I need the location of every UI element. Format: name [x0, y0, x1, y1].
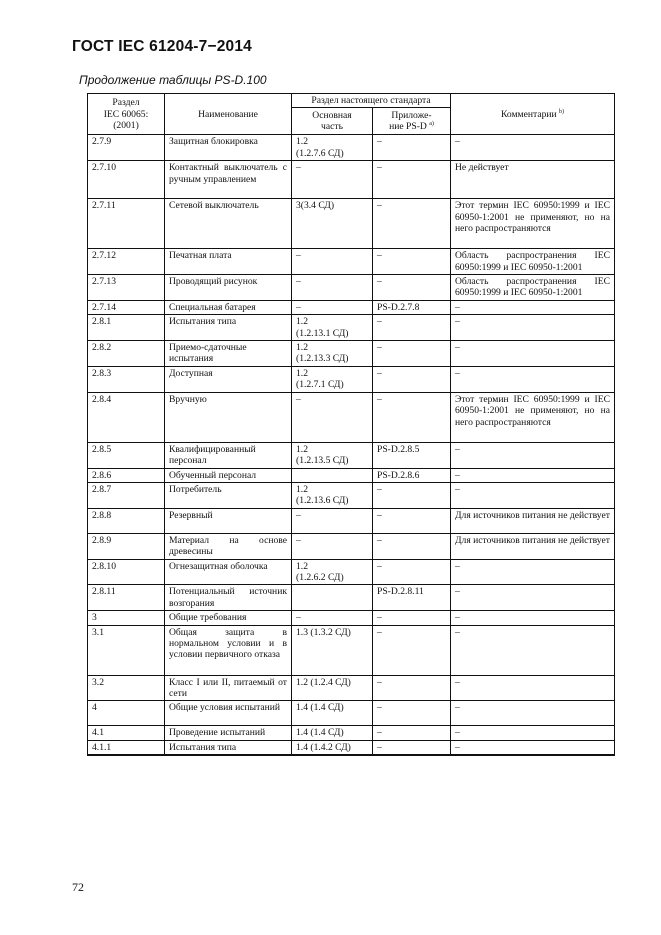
table-row: [88, 701, 615, 726]
table-row: [88, 300, 615, 314]
cell-name: Испытания типа: [165, 315, 292, 341]
cell-section: 2.7.14: [88, 300, 165, 314]
cell-appendix: –: [373, 701, 451, 726]
cell-comment: Область распространения IEC 60950:1999 и IEC 60950-1:2001: [451, 249, 615, 275]
table-row: [88, 625, 615, 675]
cell-main-part: –: [292, 508, 373, 533]
cell-appendix: –: [373, 559, 451, 585]
document-title: ГОСТ IEC 61204-7−2014: [72, 38, 252, 55]
cell-comment: –: [451, 625, 615, 675]
cell-main-part: 1.3 (1.3.2 СД): [292, 625, 373, 675]
cell-appendix: –: [373, 249, 451, 275]
cell-section: 2.7.10: [88, 161, 165, 199]
cell-name: Резервный: [165, 508, 292, 533]
cell-section: 2.7.11: [88, 199, 165, 249]
cell-name: Контактный выключатель с ручным управлением: [165, 161, 292, 199]
cell-comment: Этот термин IEC 60950:1999 и IEC 60950-1:2001 не применяют, но на него распространяются: [451, 392, 615, 442]
cell-main-part: 1.2 (1.2.7.6 СД): [292, 135, 373, 161]
cell-name: Доступная: [165, 366, 292, 392]
table-row: [88, 740, 615, 755]
cell-comment: –: [451, 300, 615, 314]
cell-section: 4.1: [88, 726, 165, 740]
cell-comment: –: [451, 341, 615, 367]
cell-comment: –: [451, 675, 615, 701]
cell-appendix: –: [373, 740, 451, 755]
cell-section: 2.8.2: [88, 341, 165, 367]
table-row: [88, 199, 615, 249]
cell-section: 2.8.8: [88, 508, 165, 533]
table-row: [88, 726, 615, 740]
cell-comment: –: [451, 135, 615, 161]
header-standard-section: Раздел настоящего стандарта: [292, 94, 451, 108]
cell-main-part: –: [292, 300, 373, 314]
cell-comment: –: [451, 726, 615, 740]
cell-comment: Область распространения IEC 60950:1999 и IEC 60950-1:2001: [451, 275, 615, 301]
cell-main-part: 1.2 (1.2.13.1 СД): [292, 315, 373, 341]
cell-name: Приемо-сдаточные испытания: [165, 341, 292, 367]
cell-section: 2.8.5: [88, 442, 165, 468]
cell-section: 2.8.11: [88, 585, 165, 611]
table-row: [88, 675, 615, 701]
cell-name: Проведение испытаний: [165, 726, 292, 740]
cell-main-part: –: [292, 275, 373, 301]
cell-appendix: –: [373, 315, 451, 341]
cell-section: 2.7.9: [88, 135, 165, 161]
cell-section: 4.1.1: [88, 740, 165, 755]
cell-comment: Этот термин IEC 60950:1999 и IEC 60950-1:2001 не применяют, но на него распространяются: [451, 199, 615, 249]
cell-comment: –: [451, 468, 615, 482]
table-row: [88, 392, 615, 442]
cell-appendix: –: [373, 726, 451, 740]
cell-comment: –: [451, 315, 615, 341]
cell-name: Испытания типа: [165, 740, 292, 755]
page-number: 72: [72, 880, 84, 894]
cell-appendix: PS-D.2.8.6: [373, 468, 451, 482]
cell-comment: –: [451, 442, 615, 468]
cell-appendix: –: [373, 508, 451, 533]
cell-name: Класс I или II, питаемый от сети: [165, 675, 292, 701]
cell-section: 2.8.1: [88, 315, 165, 341]
cell-section: 2.8.9: [88, 533, 165, 559]
cell-section: 2.8.10: [88, 559, 165, 585]
table-row: [88, 442, 615, 468]
cell-name: Сетевой выключатель: [165, 199, 292, 249]
cell-main-part: –: [292, 392, 373, 442]
cell-name: Специальная батарея: [165, 300, 292, 314]
cell-main-part: 1.2 (1.2.6.2 СД): [292, 559, 373, 585]
cell-name: Проводящий рисунок: [165, 275, 292, 301]
table-row: [88, 161, 615, 199]
cell-name: Квалифицированный персонал: [165, 442, 292, 468]
cell-main-part: –: [292, 533, 373, 559]
cell-name: Общая защита в нормальном условии и в условии первичного отказа: [165, 625, 292, 675]
cell-name: Защитная блокировка: [165, 135, 292, 161]
cell-appendix: –: [373, 275, 451, 301]
cell-main-part: –: [292, 161, 373, 199]
cell-main-part: –: [292, 611, 373, 625]
cell-main-part: [292, 585, 373, 611]
table-row: [88, 482, 615, 508]
cell-appendix: –: [373, 392, 451, 442]
table-body: [88, 135, 615, 755]
table-row: [88, 559, 615, 585]
cell-comment: –: [451, 701, 615, 726]
cell-section: 3.1: [88, 625, 165, 675]
cell-section: 3: [88, 611, 165, 625]
cell-main-part: 1.2 (1.2.13.5 СД): [292, 442, 373, 468]
cell-main-part: 1.4 (1.4 СД): [292, 726, 373, 740]
table-row: [88, 533, 615, 559]
cell-appendix: PS-D.2.7.8: [373, 300, 451, 314]
cell-main-part: 1.2 (1.2.13.3 СД): [292, 341, 373, 367]
gost-table: [87, 93, 615, 756]
cell-section: 4: [88, 701, 165, 726]
table-row: [88, 611, 615, 625]
cell-appendix: –: [373, 135, 451, 161]
header-name: Наименование: [165, 94, 292, 135]
cell-section: 2.8.6: [88, 468, 165, 482]
cell-comment: Для источников питания не действует: [451, 508, 615, 533]
cell-name: Материал на основе древесины: [165, 533, 292, 559]
cell-name: Вручную: [165, 392, 292, 442]
cell-main-part: 1.4 (1.4 СД): [292, 701, 373, 726]
cell-main-part: 1.2 (1.2.4 СД): [292, 675, 373, 701]
cell-section: 3.2: [88, 675, 165, 701]
table-row: [88, 508, 615, 533]
table-row: [88, 315, 615, 341]
cell-section: 2.7.12: [88, 249, 165, 275]
cell-main-part: 1.2 (1.2.7.1 СД): [292, 366, 373, 392]
cell-section: 2.8.7: [88, 482, 165, 508]
cell-main-part: 3(3.4 СД): [292, 199, 373, 249]
cell-comment: Для источников питания не действует: [451, 533, 615, 559]
cell-comment: –: [451, 585, 615, 611]
cell-section: 2.7.13: [88, 275, 165, 301]
cell-main-part: 1.4 (1.4.2 СД): [292, 740, 373, 755]
cell-name: Печатная плата: [165, 249, 292, 275]
cell-appendix: –: [373, 161, 451, 199]
header-section-iec: Раздел IEC 60065: (2001): [88, 94, 165, 135]
cell-appendix: –: [373, 482, 451, 508]
cell-appendix: –: [373, 611, 451, 625]
cell-section: 2.8.4: [88, 392, 165, 442]
cell-name: Обученный персонал: [165, 468, 292, 482]
cell-appendix: –: [373, 675, 451, 701]
cell-comment: Не действует: [451, 161, 615, 199]
cell-comment: –: [451, 611, 615, 625]
cell-appendix: –: [373, 199, 451, 249]
cell-appendix: PS-D.2.8.5: [373, 442, 451, 468]
cell-main-part: [292, 468, 373, 482]
header-appendix: Приложе- ние PS-D $^{a)}$: [373, 108, 451, 135]
cell-name: Огнезащитная оболочка: [165, 559, 292, 585]
cell-comment: –: [451, 740, 615, 755]
cell-name: Общие требования: [165, 611, 292, 625]
cell-appendix: –: [373, 366, 451, 392]
table-row: [88, 275, 615, 301]
table-row: [88, 468, 615, 482]
cell-main-part: 1.2 (1.2.13.6 СД): [292, 482, 373, 508]
cell-appendix: –: [373, 341, 451, 367]
header-main-part: Основная часть: [292, 108, 373, 135]
cell-appendix: –: [373, 533, 451, 559]
cell-name: Общие условия испытаний: [165, 701, 292, 726]
table-row: [88, 366, 615, 392]
cell-comment: –: [451, 482, 615, 508]
table-caption: Продолжение таблицы PS-D.100: [79, 73, 267, 87]
cell-comment: –: [451, 559, 615, 585]
cell-comment: –: [451, 366, 615, 392]
table-row: [88, 135, 615, 161]
cell-section: 2.8.3: [88, 366, 165, 392]
table-row: [88, 341, 615, 367]
cell-appendix: –: [373, 625, 451, 675]
header-comments: Комментарии $^{b)}$: [451, 94, 615, 135]
cell-main-part: –: [292, 249, 373, 275]
cell-appendix: PS-D.2.8.11: [373, 585, 451, 611]
cell-name: Потенциальный источник возгорания: [165, 585, 292, 611]
cell-name: Потребитель: [165, 482, 292, 508]
table-row: [88, 585, 615, 611]
table-row: [88, 249, 615, 275]
